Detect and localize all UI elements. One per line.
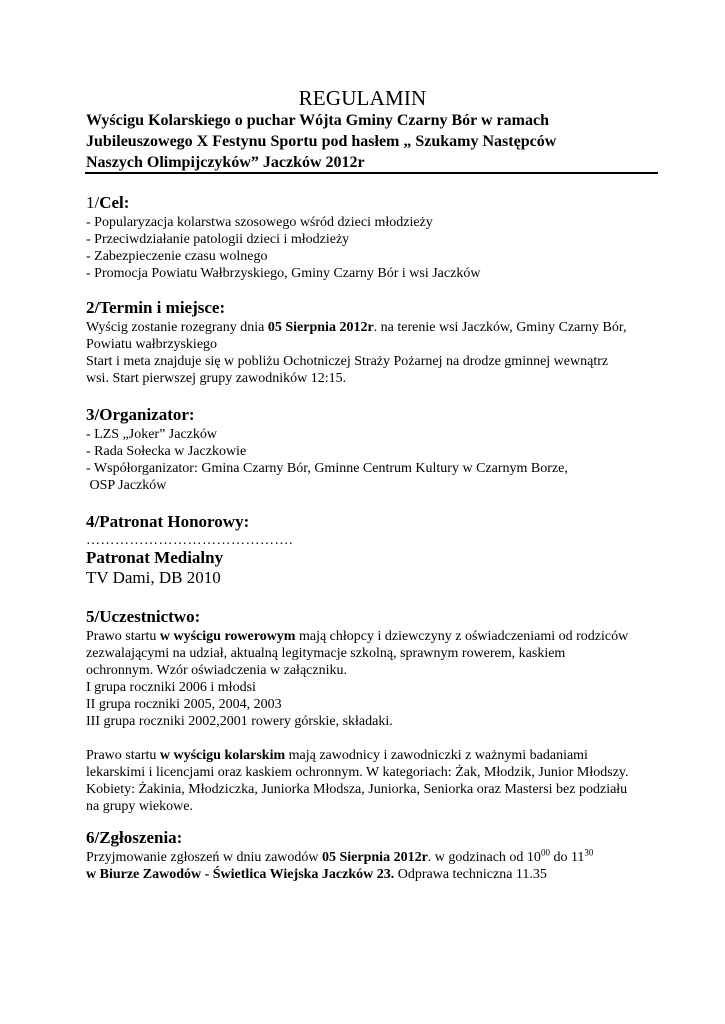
list-item: OSP Jaczków: [86, 478, 167, 493]
emphasis-text: w wyścigu kolarskim: [159, 748, 286, 763]
superscript-minutes: 30: [584, 847, 594, 858]
section-title: 5/Uczestnictwo:: [86, 607, 201, 626]
section-uczestnictwo: [86, 607, 666, 815]
list-item: - Promocja Powiatu Wałbrzyskiego, Gminy Czarny Bór i wsi Jaczków: [86, 266, 481, 281]
paragraph-line: [86, 866, 666, 883]
subtitle-line: Wyścigu Kolarskiego o puchar Wójta Gminy Czarny Bór w ramach: [86, 112, 549, 129]
emphasis-text: w Biurze Zawodów - Świetlica Wiejska Jaczków 23.: [86, 867, 395, 882]
section-number: 1/: [86, 193, 100, 212]
subtitle-line: Jubileuszowego X Festynu Sportu pod hasłem „ Szukamy Następców: [86, 133, 557, 150]
subtitle-line: Naszych Olimpijczyków” Jaczków 2012r: [86, 154, 365, 171]
media-patron-heading: Patronat Medialny: [86, 548, 224, 567]
list-item: - Przeciwdziałanie patologii dzieci i młodzieży: [86, 232, 350, 247]
paragraph-line: Kobiety: Żakinia, Młodziczka, Juniorka Młodsza, Juniorka, Seniorka oraz Mastersi bez podziału: [86, 782, 628, 797]
list-item: - Popularyzacja kolarstwa szosowego wśród dzieci młodzieży: [86, 215, 433, 230]
paragraph-line: ochronnym. Wzór oświadczenia w załączniku.: [86, 663, 347, 678]
list-item: - LZS „Joker” Jaczków: [86, 427, 218, 442]
paragraph-line: Powiatu wałbrzyskiego: [86, 337, 218, 352]
section-heading: [86, 828, 666, 848]
section-title: 6/Zgłoszenia:: [86, 828, 183, 847]
paragraph-line: [86, 747, 666, 764]
section-title: Cel:: [99, 193, 130, 212]
paragraph-line: lekarskimi i licencjami oraz kaskiem ochronnym. W kategoriach: Żak, Młodzik, Junior Młodszy.: [86, 765, 629, 780]
document-title: REGULAMIN: [298, 86, 427, 110]
section-zgloszenia: [86, 828, 666, 883]
date-text: 05 Sierpnia 2012r: [267, 320, 374, 335]
media-patron-value: TV Dami, DB 2010: [86, 568, 221, 587]
group-item: II grupa roczniki 2005, 2004, 2003: [86, 697, 282, 712]
section-heading: [86, 607, 666, 627]
text-run: mają chłopcy i dziewczyny z oświadczeniami od rodziców: [295, 629, 629, 644]
section-heading: [86, 193, 666, 213]
section-heading: [86, 405, 666, 425]
paragraph-line: wsi. Start pierwszej grupy zawodników 12:15.: [86, 371, 347, 386]
superscript-minutes: 00: [540, 847, 550, 858]
list-item: - Zabezpieczenie czasu wolnego: [86, 249, 268, 264]
text-run: . na terenie wsi Jaczków, Gminy Czarny Bór,: [373, 320, 627, 335]
paragraph-line: [86, 849, 666, 866]
group-item: I grupa roczniki 2006 i młodsi: [86, 680, 256, 695]
placeholder-dots: …………………………………….: [86, 533, 293, 548]
section-title: 3/Organizator:: [86, 405, 195, 424]
title-divider: [85, 172, 658, 174]
text-run: mają zawodnicy i zawodniczki z ważnymi badaniami: [285, 748, 588, 763]
group-item: III grupa roczniki 2002,2001 rowery górskie, składaki.: [86, 714, 393, 729]
section-cel: [86, 193, 666, 282]
list-item: - Rada Sołecka w Jaczkowie: [86, 444, 247, 459]
section-heading: [86, 298, 666, 318]
paragraph-line: zezwalającymi na udział, aktualną legitymacje szkolną, sprawnym rowerem, kaskiem: [86, 646, 566, 661]
section-title: 4/Patronat Honorowy:: [86, 512, 250, 531]
paragraph-line: [86, 628, 666, 645]
paragraph-line: Start i meta znajduje się w pobliżu Ochotniczej Straży Pożarnej na drodze gminnej wewnątrz: [86, 354, 609, 369]
text-run: Odprawa techniczna 11.35: [394, 867, 547, 882]
text-run: Prawo startu: [86, 629, 160, 644]
section-termin: [86, 298, 666, 387]
text-run: do 11: [549, 850, 585, 865]
text-run: Przyjmowanie zgłoszeń w dniu zawodów: [86, 850, 322, 865]
list-item: - Współorganizator: Gmina Czarny Bór, Gminne Centrum Kultury w Czarnym Borze,: [86, 461, 568, 476]
document-subtitle: [86, 110, 666, 173]
text-run: . w godzinach od 10: [427, 850, 541, 865]
section-organizator: [86, 405, 666, 494]
paragraph-line: [86, 319, 666, 336]
paragraph-line: na grupy wiekowe.: [86, 799, 193, 814]
section-title: 2/Termin i miejsce:: [86, 298, 226, 317]
emphasis-text: w wyścigu rowerowym: [159, 629, 296, 644]
section-patronat: [86, 512, 666, 588]
text-run: Wyścig zostanie rozegrany dnia: [86, 320, 268, 335]
text-run: Prawo startu: [86, 748, 160, 763]
date-text: 05 Sierpnia 2012r: [322, 850, 428, 865]
section-heading: [86, 512, 666, 532]
spacer: [86, 730, 666, 747]
